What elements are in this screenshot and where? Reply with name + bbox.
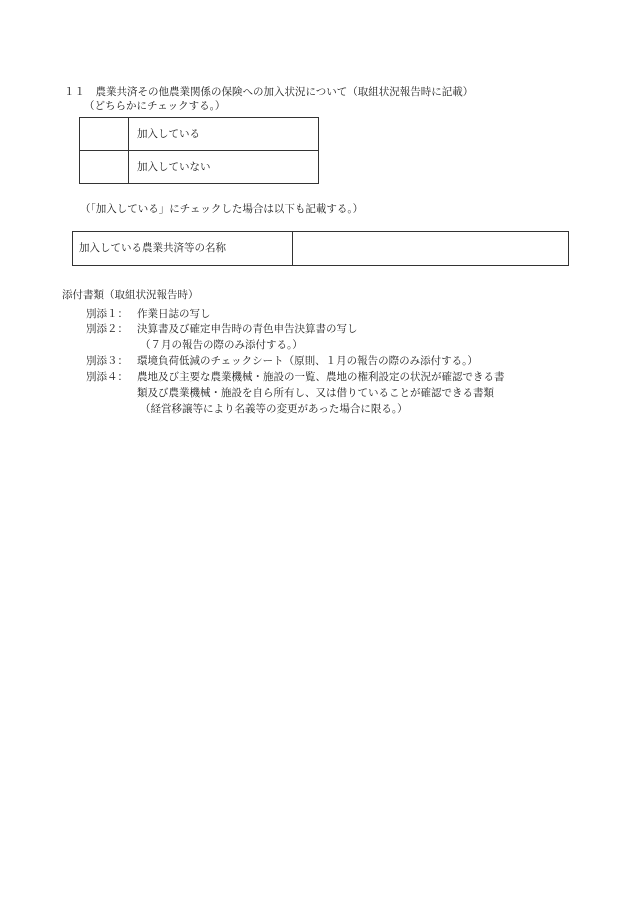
section-11-subtitle: （どちらかにチェックする。） — [84, 100, 226, 112]
checkbox-not-enrolled[interactable] — [80, 151, 129, 184]
attachment-4-line-3: （経営移譲等により名義等の変更があった場合に限る。） — [140, 403, 408, 415]
option-not-enrolled-label: 加入していない — [129, 151, 319, 184]
attachment-2-line-1: 決算書及び確定申告時の青色申告決算書の写し — [137, 323, 358, 335]
table-row — [80, 151, 319, 184]
insurance-checkbox-table — [79, 117, 319, 184]
attachment-2-line-2: （７月の報告の際のみ添付する。） — [140, 339, 303, 351]
attachment-2-label: 別添２： — [86, 323, 128, 335]
insurance-name-table — [72, 231, 569, 266]
attachment-1-label: 別添１： — [86, 308, 128, 320]
attachment-3-line-1: 環境負荷低減のチェックシート（原則、１月の報告の際のみ添付する。） — [137, 355, 478, 367]
table-row — [80, 118, 319, 151]
option-enrolled-label: 加入している — [129, 118, 319, 151]
attachment-1-line-1: 作業日誌の写し — [137, 308, 211, 320]
section-11-title: １１ 農業共済その他農業関係の保険への加入状況について（取組状況報告時に記載） — [64, 86, 474, 98]
checkbox-enrolled[interactable] — [80, 118, 129, 151]
table-row — [73, 232, 569, 266]
attachment-3-label: 別添３： — [86, 355, 128, 367]
insurance-name-field[interactable] — [293, 232, 569, 266]
attachment-4-line-2: 類及び農業機械・施設を自ら所有し、又は借りていることが確認できる書類 — [137, 387, 494, 399]
insurance-name-header: 加入している農業共済等の名称 — [73, 232, 293, 266]
attachment-4-label: 別添４： — [86, 371, 128, 383]
attachment-4-line-1: 農地及び主要な農業機械・施設の一覧、農地の権利設定の状況が確認できる書 — [137, 371, 505, 383]
attachments-title: 添付書類（取組状況報告時） — [62, 289, 199, 301]
enrolled-note: （「加入している」にチェックした場合は以下も記載する。） — [80, 203, 364, 215]
